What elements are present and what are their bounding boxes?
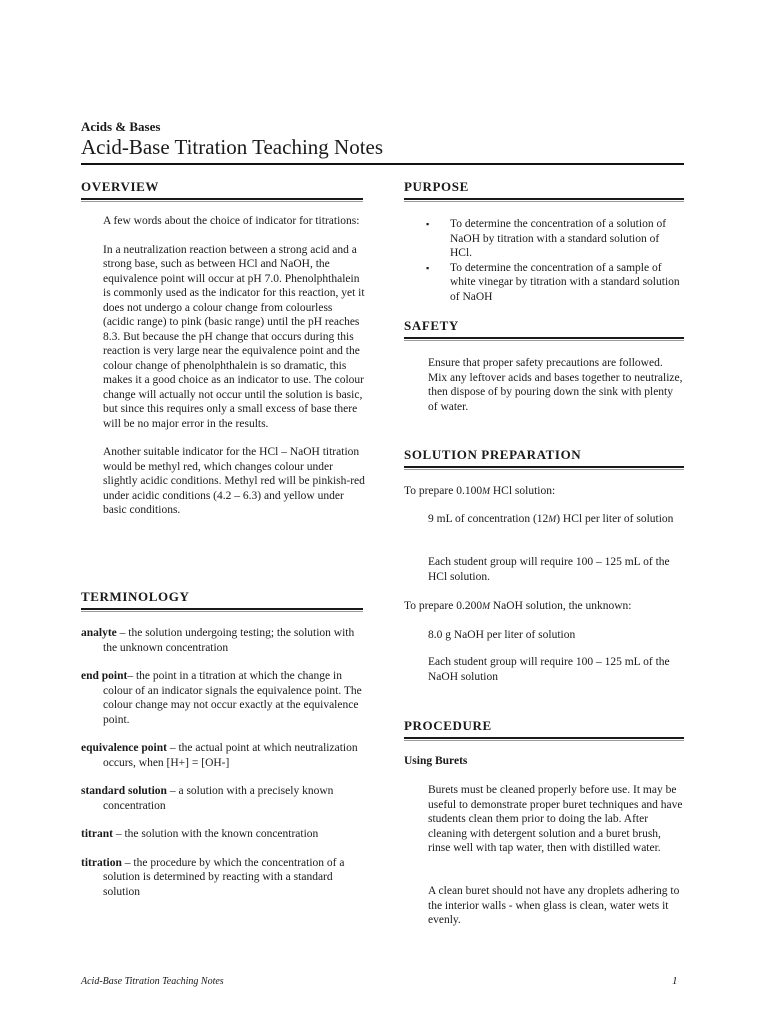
overview-heading: OVERVIEW (81, 179, 160, 194)
terminology-rule (81, 608, 363, 612)
naoh-intro (404, 599, 684, 615)
procedure-heading: PROCEDURE (404, 718, 492, 733)
page-title: Acid-Base Titration Teaching Notes (81, 135, 384, 159)
term-name: equivalence point (81, 742, 167, 754)
hcl-recipe-text: 9 mL of concentration (12 (428, 513, 549, 525)
hcl-intro-text: To prepare 0.100 (404, 485, 483, 497)
purpose-heading: PURPOSE (404, 179, 469, 194)
term-entry-end-point (81, 669, 365, 727)
term-entry-titrant (81, 827, 365, 842)
overview-body (103, 214, 365, 518)
term-name: end point (81, 670, 128, 682)
term-definition: – a solution with a precisely known concentration (103, 785, 334, 812)
terminology-heading: TERMINOLOGY (81, 589, 190, 604)
terminology-list (81, 626, 365, 899)
title-rule (81, 163, 684, 165)
naoh-recipe: 8.0 g NaOH per liter of solution (428, 629, 576, 641)
naoh-intro-text: To prepare 0.200 (404, 600, 483, 612)
overview-paragraph-3: Another suitable indicator for the HCl – NaOH titration would be methyl red, which changes colour under slightly acidic conditions. Methyl red will be pinkish-red under acidic conditions (4.2 – 6.3) and yellow under basic conditions. (103, 446, 365, 516)
overview-paragraph-2: In a neutralization reaction between a strong acid and a strong base, such as between HCl and NaOH, the equivalence point will occur at pH 7.0. Phenolphthalein is commonly used as the indicator for this reaction, yet it does not undergo a colour change from colourless (acidic range) to pink (basic range) until the pH reaches 8.3. But because the pH change that occurs during this reaction is very large near the equivalence point and the colour change of phenolphthalein is so dramatic, this makes it a good choice as an indicator to use. The colour change will actually not occur until the solution is basic, but since this requires only a small excess of base there will be no major error in the results. (103, 243, 365, 430)
term-name: titration (81, 856, 122, 869)
hcl-group-requirement: Each student group will require 100 – 125 mL of the HCl solution. (428, 556, 670, 583)
purpose-list (426, 217, 684, 304)
page-number: 1 (672, 975, 678, 987)
term-definition: – the actual point at which neutralization occurs, when [H+] = [OH-] (103, 742, 358, 769)
term-entry-analyte (81, 626, 365, 655)
safety-heading: SAFETY (404, 318, 459, 333)
subject-label: Acids & Bases (81, 119, 161, 134)
molar-unit: M (482, 602, 490, 612)
safety-text: Ensure that proper safety precautions are followed. Mix any leftover acids and bases together to neutralize, then dispose of by pouring down the sink with plenty of water. (428, 357, 683, 413)
term-definition: – the solution undergoing testing; the solution with the unknown concentration (103, 627, 355, 654)
term-entry-equivalence-point (81, 741, 365, 770)
term-name: standard solution (81, 785, 167, 797)
hcl-intro-text: HCl solution: (490, 485, 556, 497)
solution-prep-heading: SOLUTION PREPARATION (404, 447, 582, 462)
molar-unit: M (548, 515, 557, 525)
purpose-item: ▪ To determine the concentration of a solution of NaOH by titration with a standard solution of HCl. (426, 217, 684, 261)
purpose-item: ▪ To determine the concentration of a sample of white vinegar by titration with a standard solution of NaOH (426, 261, 684, 305)
term-definition: – the solution with the known concentration (112, 828, 319, 840)
procedure-paragraph-2: A clean buret should not have any droplets adhering to the interior walls - when glass is clean, water wets it evenly. (428, 885, 680, 926)
overview-paragraph-1: A few words about the choice of indicator for titrations: (103, 215, 360, 227)
term-entry-standard-solution (81, 784, 365, 813)
term-name: titrant (81, 828, 113, 840)
purpose-rule (404, 198, 684, 202)
hcl-recipe-text: ) HCl per liter of solution (556, 513, 674, 525)
naoh-intro-text: NaOH solution, the unknown: (490, 600, 632, 612)
procedure-subheading: Using Burets (404, 755, 468, 767)
overview-rule (81, 198, 363, 202)
hcl-intro (404, 484, 684, 500)
safety-rule (404, 337, 684, 341)
term-definition: – the point in a titration at which the change in colour of an indicator signals the equivalence point. The colour change may not occur exactly at the equivalence point. (103, 670, 362, 726)
term-name: analyte (81, 627, 117, 639)
naoh-group-requirement: Each student group will require 100 – 125 mL of the NaOH solution (428, 656, 670, 683)
procedure-paragraph-1: Burets must be cleaned properly before use. It may be useful to demonstrate proper buret techniques and have students clean them prior to doing the lab. After cleaning with detergent solution and a buret brush, rinse well with tap water, then with distilled water. (428, 784, 683, 854)
procedure-rule (404, 737, 684, 741)
footer-title: Acid-Base Titration Teaching Notes (81, 976, 224, 987)
term-definition: – the procedure by which the concentration of a solution is determined by reacting with a standard solution (103, 856, 345, 898)
hcl-recipe (428, 512, 678, 528)
molar-unit: M (482, 487, 490, 497)
solution-prep-rule (404, 466, 684, 470)
term-entry-titration (81, 856, 365, 900)
